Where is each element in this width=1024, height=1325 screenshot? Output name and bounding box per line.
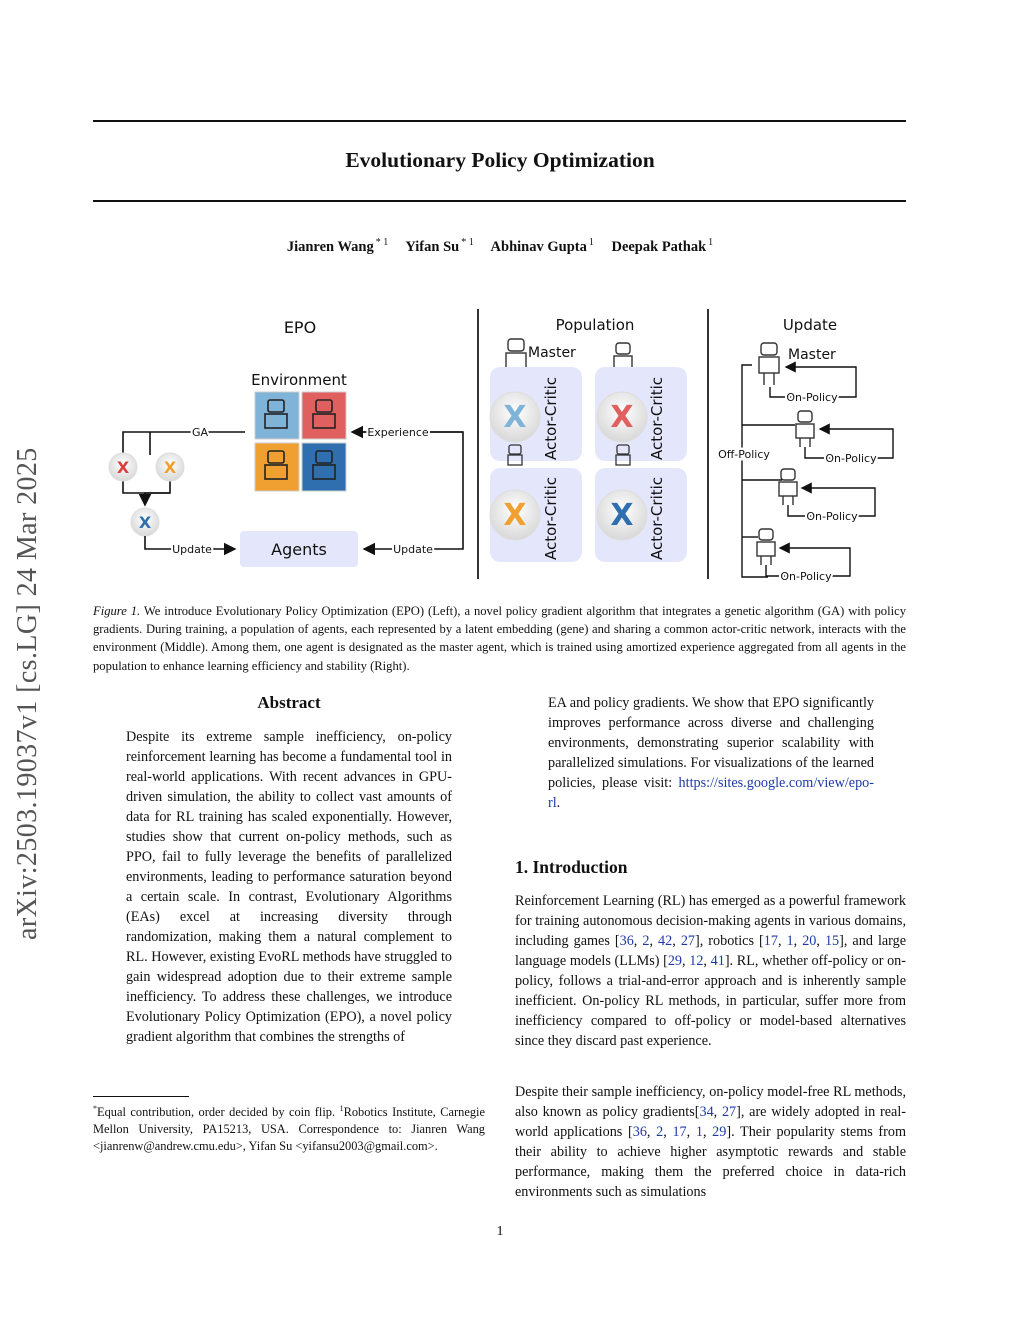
- intro-paragraph-2: Despite their sample inefficiency, on-policy model-free RL methods, also known as policy gradients[34, 27], are widely adopted in real-world applications [36, 2, 17, 1, 29]. Their popularity stems from their ability to achieve higher asymptotic rewards and stable performance, making them the preferred choice in data-rich environments such as simulations: [515, 1084, 907, 1200]
- text: ], and large language models (LLMs) [: [515, 933, 907, 969]
- footnote-rule: [93, 1096, 189, 1097]
- gene-circle: [156, 453, 184, 481]
- figure-caption: [93, 602, 906, 675]
- off-policy-label: Off-Policy: [718, 448, 770, 461]
- on-policy-label: On-Policy: [825, 452, 877, 465]
- actor-critic-label: Actor-Critic: [648, 376, 666, 460]
- text: ], are widely adopted in real-world applications [: [515, 1104, 907, 1140]
- section-heading-introduction: 1. Introduction: [515, 857, 628, 877]
- page-number: 1: [496, 1224, 504, 1239]
- paper-title: Evolutionary Policy Optimization: [345, 148, 655, 172]
- citation-link[interactable]: 2: [656, 1124, 664, 1140]
- citation-link[interactable]: 17: [763, 933, 778, 949]
- svg-text:X: X: [163, 458, 177, 477]
- gene-circle: [597, 392, 647, 442]
- author-affiliation: 1: [588, 237, 594, 248]
- citation-link[interactable]: 1: [786, 933, 794, 949]
- update-label-right: Update: [393, 543, 433, 556]
- actor-critic-label: Actor-Critic: [648, 476, 666, 560]
- citation-link[interactable]: 36: [632, 1124, 647, 1140]
- actor-critic-label: Actor-Critic: [542, 376, 560, 460]
- master-label-middle: Master: [528, 345, 576, 361]
- footnote-text: Equal contribution, order decided by coin flip.: [97, 1105, 340, 1120]
- author-affiliation: * 1: [461, 237, 474, 248]
- intro-paragraph-1: Reinforcement Learning (RL) has emerged as a powerful framework for training autonomous decision-making agents in various domains, including games [36, 2, 42, 27], robotics [17, 1, 20, 15], and large language models (LLMs) [29, 12, 41]. RL, whether off-policy or on-policy, follows a trial-and-error approach and is inherently sample inefficient. On-policy RL methods, in particular, suffer more from inefficiency compared to off-policy or model-based alternatives since they discard past experience.: [515, 893, 907, 1049]
- citation-link[interactable]: 1: [695, 1124, 703, 1140]
- citation-link[interactable]: 15: [824, 933, 840, 949]
- citation-link[interactable]: 29: [712, 1124, 727, 1140]
- citation-link[interactable]: 42: [658, 933, 673, 949]
- citation-link[interactable]: 29: [667, 953, 683, 969]
- population-title: Population: [555, 316, 635, 334]
- author-name: Deepak Pathak: [611, 238, 707, 255]
- abstract-text-continued: EA and policy gradients. We show that EPO significantly improves performance across diverse and challenging environments, demonstrating superior scalability with parallelized simulations. For visualizations of the learned policies, please visit:: [548, 695, 874, 791]
- text: ], robotics [: [695, 933, 764, 949]
- environment-label: Environment: [251, 371, 347, 389]
- experience-label: Experience: [367, 426, 429, 439]
- update-title: Update: [782, 316, 838, 334]
- gene-circle: [597, 490, 647, 540]
- citation-link[interactable]: 20: [802, 933, 817, 949]
- ga-label: GA: [191, 426, 209, 439]
- citation-link[interactable]: 27: [680, 933, 695, 949]
- text: Reinforcement Learning (RL) has emerged as a powerful framework for training autonomous decision-making agents in various domains, including games [: [515, 893, 906, 949]
- author-list: [0, 237, 1000, 256]
- on-policy-label: On-Policy: [786, 391, 838, 404]
- author-affiliation: 1: [708, 237, 714, 248]
- figure-1-diagram: [90, 305, 920, 595]
- citation-link[interactable]: 34: [699, 1104, 714, 1120]
- author-name: Jianren Wang: [286, 238, 374, 255]
- author-name: Yifan Su: [405, 238, 460, 255]
- master-label-right: Master: [788, 347, 836, 363]
- gene-circle: [490, 490, 540, 540]
- text: ]. RL, whether off-policy or on-policy, follows a trial-and-error approach and is inherently sample inefficient. On-policy RL methods, in particular, suffer more from inefficiency compared to off-policy or model-based alternatives since they discard past experience.: [515, 953, 906, 1049]
- caption-label: Figure 1.: [93, 604, 141, 618]
- citation-link[interactable]: 12: [689, 953, 704, 969]
- epo-title: EPO: [283, 318, 317, 337]
- top-rule: [93, 120, 906, 122]
- caption-text: We introduce Evolutionary Policy Optimization (EPO) (Left), a novel policy gradient algorithm that integrates a genetic algorithm (GA) with policy gradients. During training, a population of agents, each represented by a latent embedding (gene) and sharing a common actor-critic network, interacts with the environment (Middle). Among them, one agent is designated as the master agent, which is trained using amortized experience aggregated from all agents in the population to enhance learning efficiency and stability (Right).: [93, 604, 906, 673]
- abstract-text-right: [548, 693, 874, 813]
- author-affiliation: * 1: [375, 237, 389, 248]
- update-label-left: Update: [172, 543, 212, 556]
- svg-text:X: X: [116, 458, 130, 477]
- title-bottom-rule: [93, 200, 906, 202]
- actor-critic-label: Actor-Critic: [542, 476, 560, 560]
- text: ]. Their popularity stems from their ability to achieve higher asymptotic rewards and stable performance, making them the preferred choice in data-rich environments such as simulations: [515, 1124, 906, 1200]
- agents-label: Agents: [271, 540, 327, 559]
- on-policy-label: On-Policy: [806, 510, 858, 523]
- footnote: *Equal contribution, order decided by coin flip. $^1$Robotics Institute, Carnegie Mellon University, PA15213, USA. Correspondence to: Jianren Wang <jianrenw@andrew.cmu.edu>, Yifan Su <yifansu2003@gmail.com>.: [93, 1104, 485, 1154]
- gene-circle: [490, 392, 540, 442]
- svg-text:X: X: [503, 400, 527, 435]
- author-name: Abhinav Gupta: [490, 238, 587, 255]
- sentence-end: .: [556, 795, 561, 811]
- svg-text:X: X: [610, 498, 634, 533]
- citation-link[interactable]: 41: [710, 953, 725, 969]
- svg-text:X: X: [138, 513, 152, 532]
- gene-circle: [131, 508, 159, 536]
- citation-link[interactable]: 17: [672, 1124, 687, 1140]
- citation-link[interactable]: 2: [642, 933, 650, 949]
- svg-text:X: X: [610, 400, 634, 435]
- gene-circle: [109, 453, 137, 481]
- project-link[interactable]: https://sites.google.com/view/epo-rl: [548, 775, 874, 811]
- svg-text:X: X: [503, 498, 527, 533]
- text: Despite their sample inefficiency, on-policy model-free RL methods, also known as policy gradients[: [515, 1084, 906, 1120]
- footnote-affiliation: Robotics Institute, Carnegie Mellon University, PA15213, USA. Correspondence to: Jianren Wang <jianrenw@andrew.cmu.edu>, Yifan Su <yifansu2003@gmail.com>.: [93, 1105, 485, 1154]
- citation-link[interactable]: 36: [619, 933, 634, 949]
- abstract-text-left: Despite its extreme sample inefficiency, on-policy reinforcement learning has become a fundamental tool in real-world applications. With recent advances in GPU-driven simulation, the ability to collect vast amounts of data for RL training has scaled exponentially. However, studies show that current on-policy methods, such as PPO, fail to fully leverage the benefits of parallelized environments, leading to performance saturation beyond a certain scale. In contrast, Evolutionary Algorithms (EAs) excel at increasing diversity through randomization, making them a natural complement to RL. However, existing EvoRL methods have struggled to gain widespread adoption due to their extreme sample inefficiency. To address these challenges, we introduce Evolutionary Policy Optimization (EPO), a novel policy gradient algorithm that combines the strengths of: [126, 729, 452, 1045]
- citation-link[interactable]: 27: [721, 1104, 737, 1120]
- abstract-heading: Abstract: [257, 693, 321, 712]
- on-policy-label: On-Policy: [780, 570, 832, 583]
- arxiv-identifier: arXiv:2503.19037v1 [cs.LG] 24 Mar 2025: [12, 447, 43, 940]
- environment-grid: [255, 392, 346, 491]
